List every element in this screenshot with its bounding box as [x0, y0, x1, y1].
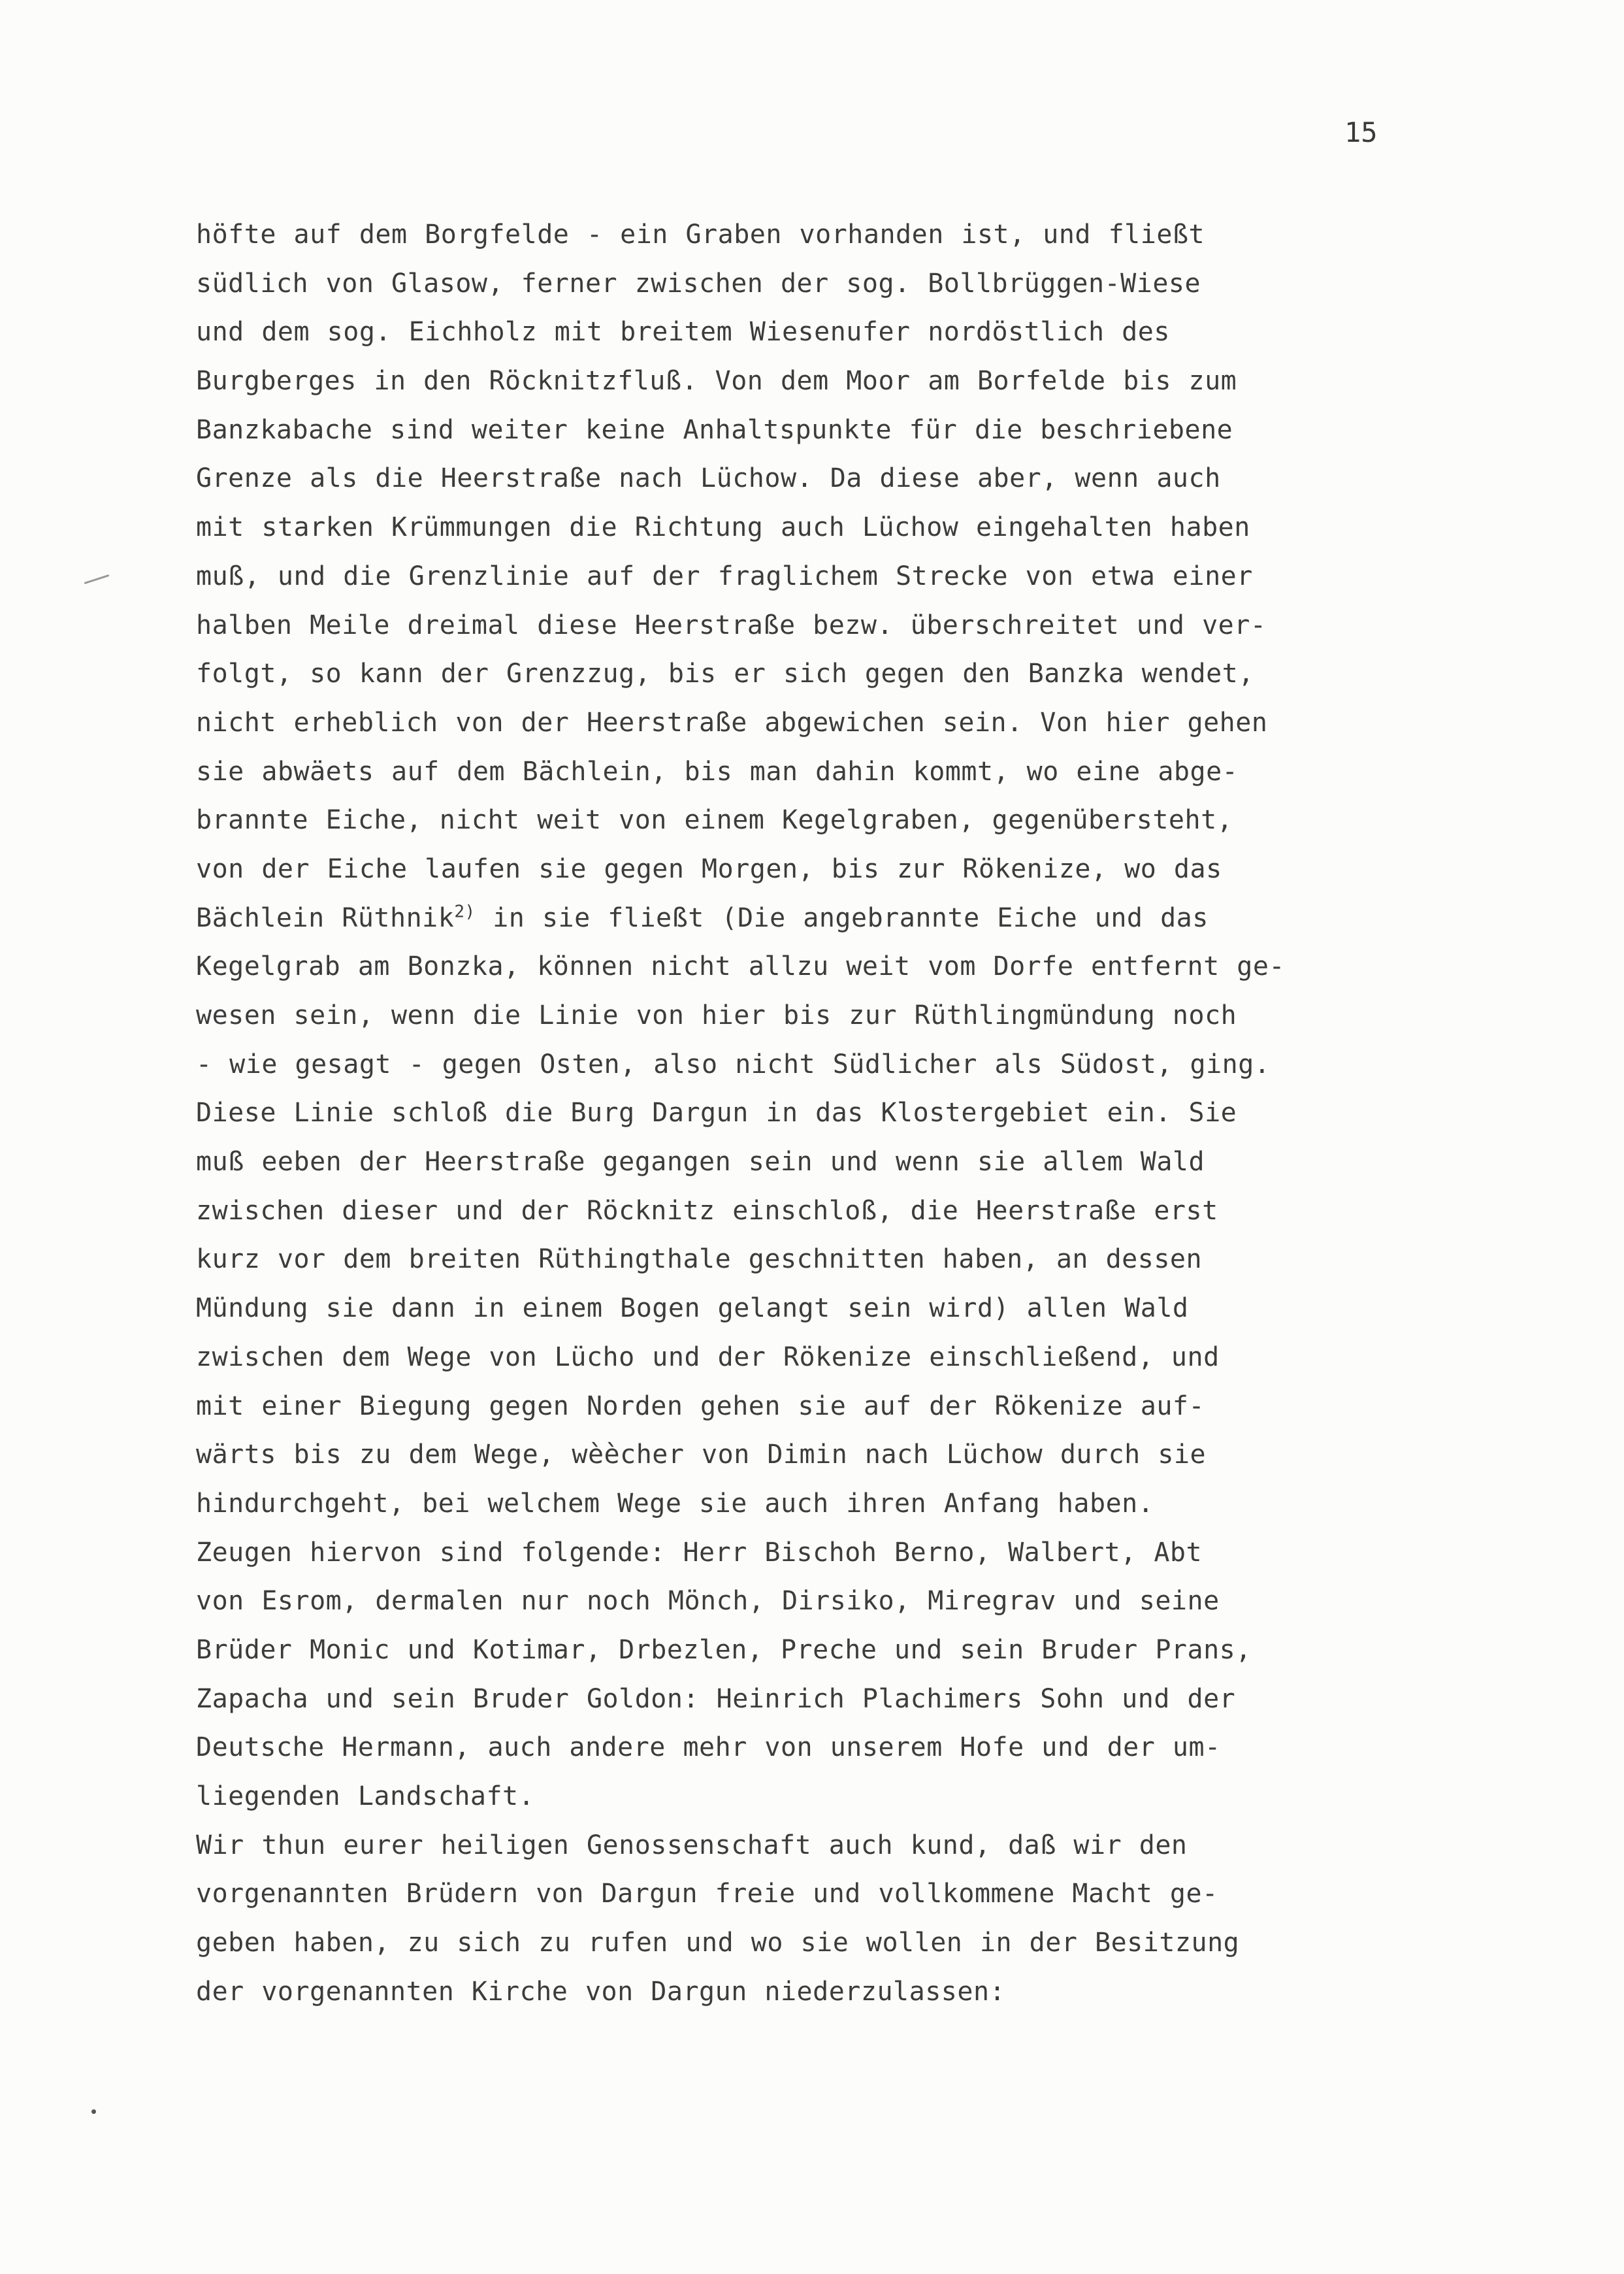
text-line: halben Meile dreimal diese Heerstraße bezw. überschreitet und ver-: [196, 610, 1267, 640]
text-line: Brüder Monic und Kotimar, Drbezlen, Preche und sein Bruder Prans,: [196, 1634, 1252, 1665]
text-line: liegenden Landschaft.: [196, 1781, 535, 1811]
text-line: - wie gesagt - gegen Osten, also nicht Südlicher als Südost, ging.: [196, 1049, 1271, 1079]
text-line: muß eeben der Heerstraße gegangen sein und wenn sie allem Wald: [196, 1147, 1205, 1178]
text-line: nicht erheblich von der Heerstraße abgewichen sein. Von hier gehen: [196, 707, 1268, 738]
text-line: höfte auf dem Borgfelde - ein Graben vorhanden ist, und fließt: [196, 220, 1205, 250]
text-line: Banzkabache sind weiter keine Anhaltspunkte für die beschriebene: [196, 414, 1233, 445]
body-text: [196, 210, 1555, 2016]
text-line: von der Eiche laufen sie gegen Morgen, bis zur Rökenize, wo das: [196, 853, 1222, 884]
text-segment: in sie fließt (Die angebrannte Eiche und das: [475, 902, 1209, 933]
text-line: Burgberges in den Röcknitzfluß. Von dem Moor am Borfelde bis zum: [196, 366, 1237, 397]
text-line: mit einer Biegung gegen Norden gehen sie auf der Rökenize auf-: [196, 1391, 1205, 1421]
text-line: Diese Linie schloß die Burg Dargun in das Klostergebiet ein. Sie: [196, 1098, 1237, 1129]
scan-speck: [91, 2109, 96, 2114]
text-line: und dem sog. Eichholz mit breitem Wiesenufer nordöstlich des: [196, 317, 1170, 348]
text-line: muß, und die Grenzlinie auf der fraglichem Strecke von etwa einer: [196, 561, 1253, 591]
text-line: brannte Eiche, nicht weit von einem Kegelgraben, gegenübersteht,: [196, 805, 1233, 836]
text-line: Wir thun eurer heiligen Genossenschaft auch kund, daß wir den: [196, 1830, 1188, 1860]
text-line: südlich von Glasow, ferner zwischen der sog. Bollbrüggen-Wiese: [196, 268, 1201, 299]
text-line: der vorgenannten Kirche von Dargun niederzulassen:: [196, 1976, 1006, 2007]
footnote-reference: 2): [454, 902, 476, 922]
text-line: vorgenannten Brüdern von Dargun freie und vollkommene Macht ge-: [196, 1879, 1218, 1909]
text-line: hindurchgeht, bei welchem Wege sie auch ihren Anfang haben.: [196, 1488, 1154, 1519]
text-line: Zeugen hiervon sind folgende: Herr Bischoh Berno, Walbert, Abt: [196, 1537, 1203, 1568]
text-segment: Bächlein Rüthnik: [196, 902, 455, 933]
text-line-with-footnote: [196, 894, 1555, 943]
page-number: 15: [1344, 116, 1378, 148]
text-line: Zapacha und sein Bruder Goldon: Heinrich Plachimers Sohn und der: [196, 1683, 1236, 1714]
text-line: geben haben, zu sich zu rufen und wo sie wollen in der Besitzung: [196, 1928, 1240, 1958]
text-line: folgt, so kann der Grenzzug, bis er sich gegen den Banzka wendet,: [196, 659, 1254, 689]
text-line: wesen sein, wenn die Linie von hier bis zur Rüthlingmündung noch: [196, 1000, 1237, 1030]
text-line: sie abwäets auf dem Bächlein, bis man dahin kommt, wo eine abge-: [196, 756, 1239, 787]
text-line: Deutsche Hermann, auch andere mehr von unserem Hofe und der um-: [196, 1732, 1221, 1763]
text-line: kurz vor dem breiten Rüthingthale geschnitten haben, an dessen: [196, 1244, 1203, 1275]
scan-mark: [84, 574, 110, 584]
text-line: zwischen dem Wege von Lücho und der Rökenize einschließend, und: [196, 1342, 1220, 1372]
text-line: Kegelgrab am Bonzka, können nicht allzu weit vom Dorfe entfernt ge-: [196, 951, 1285, 982]
text-line: mit starken Krümmungen die Richtung auch Lüchow eingehalten haben: [196, 512, 1250, 543]
text-line: Mündung sie dann in einem Bogen gelangt sein wird) allen Wald: [196, 1293, 1189, 1324]
text-line: von Esrom, dermalen nur noch Mönch, Dirsiko, Miregrav und seine: [196, 1586, 1220, 1617]
text-line: wärts bis zu dem Wege, wèècher von Dimin nach Lüchow durch sie: [196, 1440, 1207, 1470]
text-line: zwischen dieser und der Röcknitz einschloß, die Heerstraße erst: [196, 1195, 1218, 1226]
text-line: Grenze als die Heerstraße nach Lüchow. Da diese aber, wenn auch: [196, 463, 1221, 494]
